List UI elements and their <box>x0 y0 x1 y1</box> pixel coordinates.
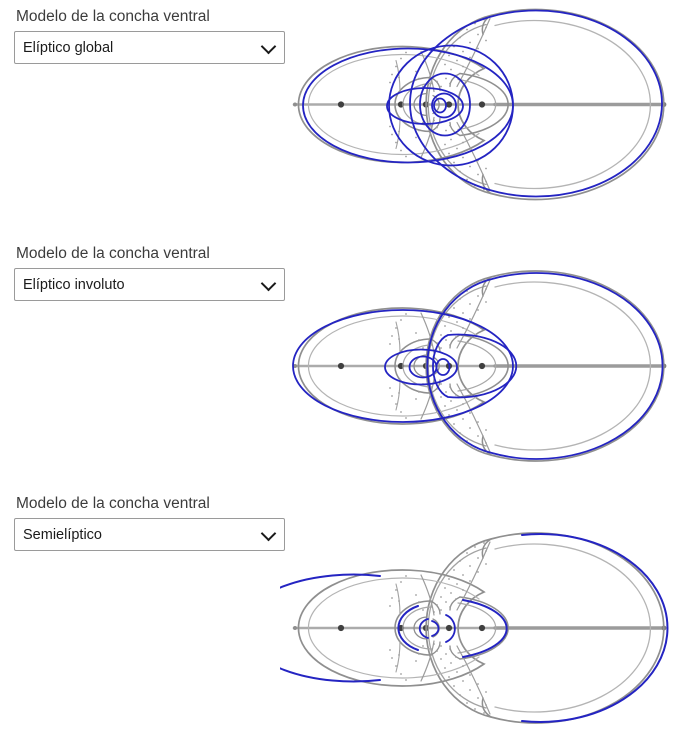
diagram-dot <box>415 398 417 400</box>
diagram-dot <box>462 589 464 591</box>
diagram-dot <box>415 594 417 596</box>
diagram-dot <box>445 339 447 341</box>
diagram-dot <box>405 313 407 315</box>
diagram-dot <box>477 697 479 699</box>
diagram-dot <box>400 58 402 60</box>
diagram-dot <box>391 335 393 337</box>
diagram-dot <box>444 64 446 66</box>
diagram-dot <box>485 301 487 303</box>
diagram-dot <box>450 662 452 664</box>
diagram-dot <box>485 429 487 431</box>
diagram-dot <box>485 168 487 170</box>
diagram-dot <box>462 665 464 667</box>
diagram-dot <box>448 153 450 155</box>
model-select-global[interactable] <box>14 31 285 64</box>
diagram-dot <box>450 139 452 141</box>
diagram-dot <box>477 34 479 36</box>
diagram-dot <box>391 657 393 659</box>
figure-drawing <box>280 533 667 723</box>
diagram-dot <box>485 40 487 42</box>
diagram-dot <box>415 660 417 662</box>
diagram-dot <box>462 66 464 68</box>
diagram-dot <box>456 409 458 411</box>
diagram-dot <box>462 312 464 314</box>
diagram-dot <box>415 332 417 334</box>
diagram-dot <box>405 156 407 158</box>
diagram-dot <box>440 86 442 88</box>
diagram-dot <box>485 550 487 552</box>
diagram-dot <box>398 392 400 394</box>
diagram-dot <box>466 702 468 704</box>
diagram-dot <box>418 391 420 393</box>
diagram-dot <box>462 327 464 329</box>
diagram-dot <box>433 643 435 645</box>
diagram-dot <box>445 601 447 603</box>
diagram-dot <box>389 605 391 607</box>
diagram-dot <box>395 589 397 591</box>
diagram-dot <box>459 432 461 434</box>
diagram-dot <box>462 574 464 576</box>
model-select-group-semieliptico <box>14 495 285 551</box>
diagram-dot <box>469 42 471 44</box>
diagram-shape <box>396 322 400 353</box>
diagram-dot <box>433 120 435 122</box>
diagram-shape <box>396 379 400 410</box>
diagram-dot <box>462 157 464 159</box>
diagram-dot <box>456 60 458 62</box>
model-select-label: Modelo de la concha ventral <box>16 495 210 512</box>
diagram-dot <box>391 395 393 397</box>
diagram-dot <box>445 78 447 80</box>
diagram-dot <box>479 363 485 369</box>
diagram-dot <box>469 427 471 429</box>
diagram-dot <box>395 142 397 144</box>
diagram-dot <box>469 166 471 168</box>
diagram-dot <box>389 387 391 389</box>
diagram-dot <box>440 334 442 336</box>
diagram-dot <box>389 82 391 84</box>
diagram-dot <box>444 325 446 327</box>
diagram-dot <box>450 592 452 594</box>
model-select-wrapper <box>14 268 285 301</box>
diagram-dot <box>469 580 471 582</box>
diagram-dot <box>450 69 452 71</box>
diagram-dot <box>462 680 464 682</box>
diagram-dot <box>479 625 485 631</box>
diagram-dot <box>477 435 479 437</box>
diagram-dot <box>459 171 461 173</box>
diagram-shape <box>396 584 400 615</box>
diagram-dot <box>479 101 485 107</box>
diagram-dot <box>400 673 402 675</box>
diagram-dot <box>436 127 438 129</box>
figure-drawing <box>293 10 666 200</box>
diagram-dot <box>456 148 458 150</box>
diagram-dot <box>483 542 485 544</box>
diagram-dot <box>485 27 487 29</box>
diagram-dot <box>405 417 407 419</box>
diagram-dot <box>445 130 447 132</box>
diagram-dot <box>444 667 446 669</box>
diagram-dot <box>389 649 391 651</box>
diagram-dot <box>485 563 487 565</box>
diagram-dot <box>477 174 479 176</box>
diagram-dot <box>398 600 400 602</box>
diagram-dot <box>436 604 438 606</box>
diagram-shape <box>396 641 400 672</box>
diagram-dot <box>466 29 468 31</box>
diagram-dot <box>445 653 447 655</box>
diagram-dot <box>455 656 457 658</box>
diagram-dot <box>436 650 438 652</box>
diagram-dot <box>485 181 487 183</box>
diagram-dot <box>477 683 479 685</box>
diagram-dot <box>459 694 461 696</box>
diagram-dot <box>453 162 455 164</box>
diagram-dot <box>448 676 450 678</box>
diagram-dot <box>446 625 452 631</box>
diagram-dot <box>477 309 479 311</box>
diagram-dot <box>459 298 461 300</box>
diagram-dot <box>449 648 451 650</box>
figure-eliptico-global <box>280 0 694 214</box>
diagram-dot <box>459 560 461 562</box>
diagram-dot <box>462 418 464 420</box>
diagram-dot <box>469 565 471 567</box>
diagram-dot <box>453 307 455 309</box>
diagram-dot <box>440 645 442 647</box>
figure-eliptico-involuto <box>280 240 694 468</box>
model-select-semieliptico[interactable] <box>14 518 285 551</box>
diagram-dot <box>455 598 457 600</box>
diagram-dot <box>389 126 391 128</box>
diagram-dot <box>448 55 450 57</box>
diagram-dot <box>405 52 407 54</box>
diagram-dot <box>456 671 458 673</box>
diagram-dot <box>462 51 464 53</box>
diagram-dot <box>449 386 451 388</box>
diagram-dot <box>395 403 397 405</box>
diagram-dot <box>400 150 402 152</box>
diagram-dot <box>485 704 487 706</box>
model-select-group-involuto <box>14 245 285 301</box>
diagram-dot <box>449 83 451 85</box>
diagram-dot <box>477 557 479 559</box>
diagram-dot <box>453 685 455 687</box>
model-select-label: Modelo de la concha ventral <box>16 8 210 25</box>
diagram-dot <box>477 571 479 573</box>
diagram-dot <box>405 679 407 681</box>
diagram-dot <box>456 583 458 585</box>
diagram-dot <box>395 66 397 68</box>
diagram-dot <box>418 78 420 80</box>
diagram-dot <box>474 708 476 710</box>
diagram-dot <box>483 712 485 714</box>
diagram-dot <box>459 37 461 39</box>
diagram-dot <box>469 303 471 305</box>
diagram-dot <box>449 344 451 346</box>
diagram-dot <box>405 575 407 577</box>
diagram-dot <box>440 383 442 385</box>
diagram-dot <box>453 423 455 425</box>
model-select-wrapper <box>14 518 285 551</box>
diagram-shape <box>293 626 297 630</box>
diagram-dot <box>440 658 442 660</box>
diagram-dot <box>398 654 400 656</box>
diagram-dot <box>391 597 393 599</box>
diagram-dot <box>444 405 446 407</box>
diagram-dot <box>449 606 451 608</box>
diagram-dot <box>455 394 457 396</box>
diagram-dot <box>477 421 479 423</box>
diagram-dot <box>466 552 468 554</box>
diagram-dot <box>395 327 397 329</box>
diagram-dot <box>391 74 393 76</box>
diagram-dot <box>453 569 455 571</box>
diagram-dot <box>448 316 450 318</box>
diagram-dot <box>450 400 452 402</box>
diagram-dot <box>450 330 452 332</box>
diagram-dot <box>462 403 464 405</box>
diagram-dot <box>418 601 420 603</box>
figure-drawing <box>293 271 666 461</box>
diagram-dot <box>418 339 420 341</box>
diagram-dot <box>391 134 393 136</box>
diagram-dot <box>449 125 451 127</box>
diagram-dot <box>445 391 447 393</box>
diagram-dot <box>469 57 471 59</box>
diagram-dot <box>415 137 417 139</box>
diagram-dot <box>456 321 458 323</box>
diagram-dot <box>338 101 344 107</box>
diagram-dot <box>448 578 450 580</box>
diagram-dot <box>398 338 400 340</box>
diagram-dot <box>455 336 457 338</box>
diagram-dot <box>398 131 400 133</box>
diagram-dot <box>436 81 438 83</box>
diagram-dot <box>477 48 479 50</box>
model-select-label: Modelo de la concha ventral <box>16 245 210 262</box>
diagram-dot <box>338 625 344 631</box>
diagram-dot <box>433 611 435 613</box>
diagram-dot <box>422 609 424 611</box>
diagram-dot <box>469 689 471 691</box>
diagram-dot <box>440 347 442 349</box>
figure-semieliptico <box>280 520 694 732</box>
diagram-dot <box>398 77 400 79</box>
diagram-dot <box>389 343 391 345</box>
diagram-dot <box>418 130 420 132</box>
model-select-involuto[interactable] <box>14 268 285 301</box>
diagram-dot <box>338 363 344 369</box>
diagram-dot <box>400 581 402 583</box>
diagram-dot <box>418 653 420 655</box>
diagram-dot <box>448 414 450 416</box>
diagram-dot <box>444 587 446 589</box>
diagram-dot <box>469 674 471 676</box>
diagram-dot <box>395 665 397 667</box>
diagram-dot <box>422 645 424 647</box>
diagram-dot <box>440 396 442 398</box>
diagram-dot <box>469 318 471 320</box>
diagram-dot <box>469 412 471 414</box>
diagram-dot <box>440 609 442 611</box>
diagram-dot <box>477 295 479 297</box>
diagram-dot <box>444 144 446 146</box>
diagram-dot <box>485 288 487 290</box>
diagram-dot <box>474 546 476 548</box>
model-select-wrapper <box>14 31 285 64</box>
diagram-dot <box>462 142 464 144</box>
diagram-shape <box>293 103 297 107</box>
diagram-dot <box>440 596 442 598</box>
diagram-dot <box>400 319 402 321</box>
diagram-dot <box>485 442 487 444</box>
diagram-dot <box>400 411 402 413</box>
diagram-dot <box>485 691 487 693</box>
model-select-group-global <box>14 8 285 64</box>
